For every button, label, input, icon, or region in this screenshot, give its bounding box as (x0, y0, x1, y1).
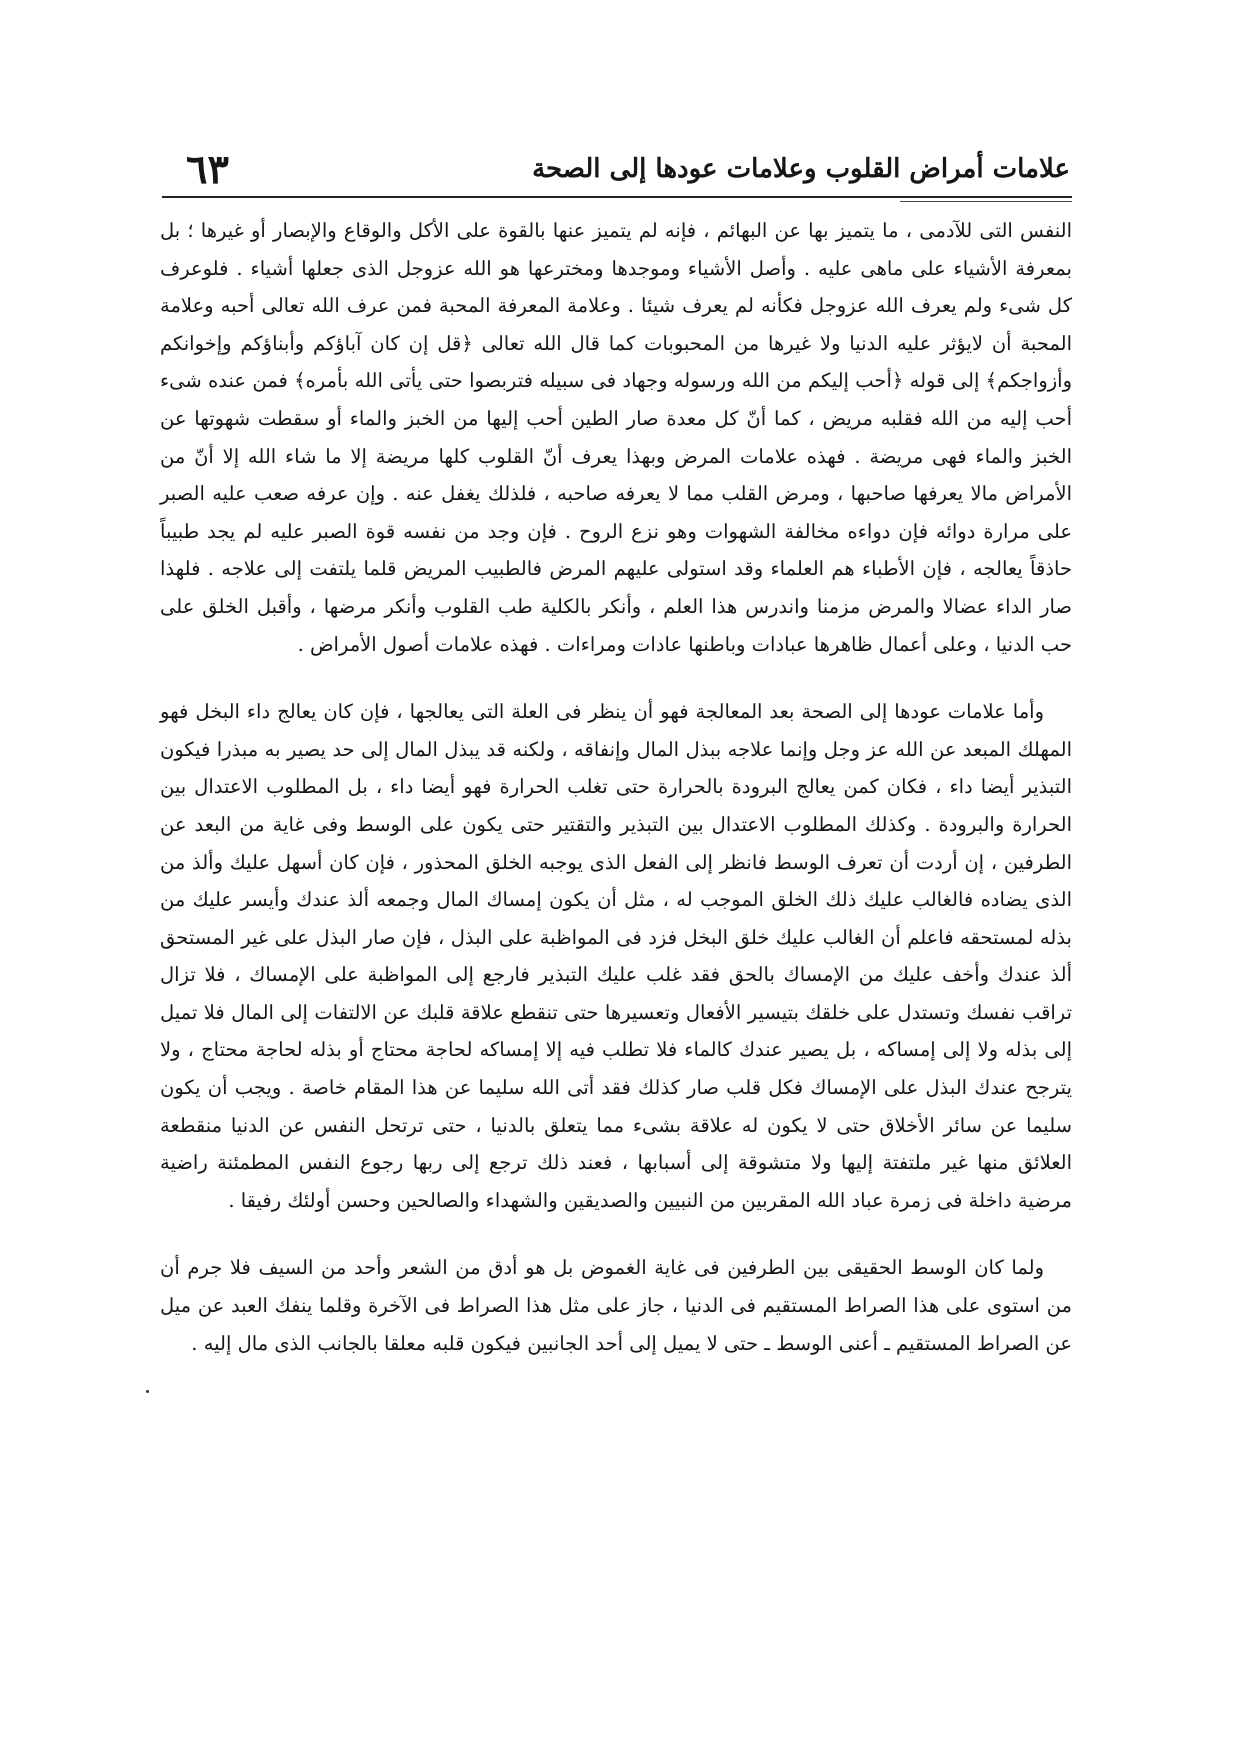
header-rule (162, 196, 1072, 198)
chapter-title: علامات أمراض القلوب وعلامات عودها إلى الصحة (532, 154, 1070, 184)
paragraph-2: وأما علامات عودها إلى الصحة بعد المعالجة فهو أن ينظر فى العلة التى يعالجها ، فإن كان يعالج داء البخل فهو المهلك المبعد عن الله عز وجل وإنما علاجه ببذل المال وإنفاقه ، ولكنه قد يبذل المال إلى حد يصير به مبذرا فيكون التبذير أيضا داء ، فكان كمن يعالج البرودة بالحرارة حتى تغلب الحرارة فهو أيضا داء ، بل المطلوب الاعتدال بين الحرارة والبرودة . وكذلك المطلوب الاعتدال بين التبذير والتقتير حتى يكون على الوسط وفى غاية من البعد عن الطرفين ، إن أردت أن تعرف الوسط فانظر إلى الفعل الذى يوجبه الخلق المحذور ، فإن كان أسهل عليك وألذ من الذى يضاده فالغالب عليك ذلك الخلق الموجب له ، مثل أن يكون إمساك المال وجمعه ألذ عندك وأيسر عليك من بذله لمستحقه فاعلم أن الغالب عليك خلق البخل فزد فى المواظبة على البذل ، فإن صار البذل على غير المستحق ألذ عندك وأخف عليك من الإمساك بالحق فقد غلب عليك التبذير فارجع إلى المواظبة على الإمساك ، فلا تزال تراقب نفسك وتستدل على خلقك بتيسير الأفعال وتعسيرها حتى تنقطع علاقة قلبك عن الالتفات إلى المال فلا تميل إلى بذله ولا إلى إمساكه ، بل يصير عندك كالماء فلا تطلب فيه إلا إمساكه لحاجة محتاج أو بذله لحاجة محتاج ، ولا يترجح عندك البذل على الإمساك فكل قلب صار كذلك فقد أتى الله سليما عن هذا المقام خاصة . ويجب أن يكون سليما عن سائر الأخلاق حتى لا يكون له علاقة بشىء مما يتعلق بالدنيا ، حتى ترتحل النفس عن الدنيا منقطعة العلائق منها غير ملتفتة إليها ولا متشوقة إلى أسبابها ، فعند ذلك ترجع إلى ربها رجوع النفس المطمئنة راضية مرضية داخلة فى زمرة عباد الله المقربين من النبيين والصديقين والشهداء والصالحين وحسن أولئك رفيقا . (160, 700, 1072, 1212)
header-rule-accent (900, 201, 1072, 202)
page-number: ٦٣ (186, 146, 229, 193)
body-text (160, 212, 1072, 1362)
scan-speck (146, 1390, 149, 1393)
paragraph-1: النفس التى للآدمى ، ما يتميز بها عن البهائم ، فإنه لم يتميز عنها بالقوة على الأكل والوقاع والإبصار أو غيرها ؛ بل بمعرفة الأشياء على ماهى عليه . وأصل الأشياء وموجدها ومخترعها هو الله عزوجل الذى جعلها أشياء . فلوعرف كل شىء ولم يعرف الله عزوجل فكأنه لم يعرف شيئا . وعلامة المعرفة المحبة فمن عرف الله تعالى أحبه وعلامة المحبة أن لايؤثر عليه الدنيا ولا غيرها من المحبوبات كما قال الله تعالى ﴿قل إن كان آباؤكم وأبناؤكم وإخوانكم وأزواجكم﴾ إلى قوله ﴿أحب إليكم من الله ورسوله وجهاد فى سبيله فتربصوا حتى يأتى الله بأمره﴾ فمن عنده شىء أحب إليه من الله فقلبه مريض ، كما أنّ كل معدة صار الطين أحب إليها من الخبز والماء أو سقطت شهوتها عن الخبز والماء فهى مريضة . فهذه علامات المرض وبهذا يعرف أنّ القلوب كلها مريضة إلا ما شاء الله إلا أنّ من الأمراض مالا يعرفها صاحبها ، ومرض القلب مما لا يعرفه صاحبه ، فلذلك يغفل عنه . وإن عرفه صعب عليه الصبر على مرارة دوائه فإن دواءه مخالفة الشهوات وهو نزع الروح . فإن وجد من نفسه قوة الصبر عليه لم يجد طبيباً حاذقاً يعالجه ، فإن الأطباء هم العلماء وقد استولى عليهم المرض فالطبيب المريض قلما يلتفت إلى علاجه . فلهذا صار الداء عضالا والمرض مزمنا واندرس هذا العلم ، وأنكر بالكلية طب القلوب وأنكر مرضها ، وأقبل الخلق على حب الدنيا ، وعلى أعمال ظاهرها عبادات وباطنها عادات ومراءات . فهذه علامات أصول الأمراض . (160, 219, 1072, 656)
paragraph-3: ولما كان الوسط الحقيقى بين الطرفين فى غاية الغموض بل هو أدق من الشعر وأحد من السيف فلا جرم أن من استوى على هذا الصراط المستقيم فى الدنيا ، جاز على مثل هذا الصراط فى الآخرة وقلما ينفك العبد عن ميل عن الصراط المستقيم ـ أعنى الوسط ـ حتى لا يميل إلى أحد الجانبين فيكون قلبه معلقا بالجانب الذى مال إليه . (160, 1256, 1072, 1355)
running-header (172, 148, 1070, 200)
